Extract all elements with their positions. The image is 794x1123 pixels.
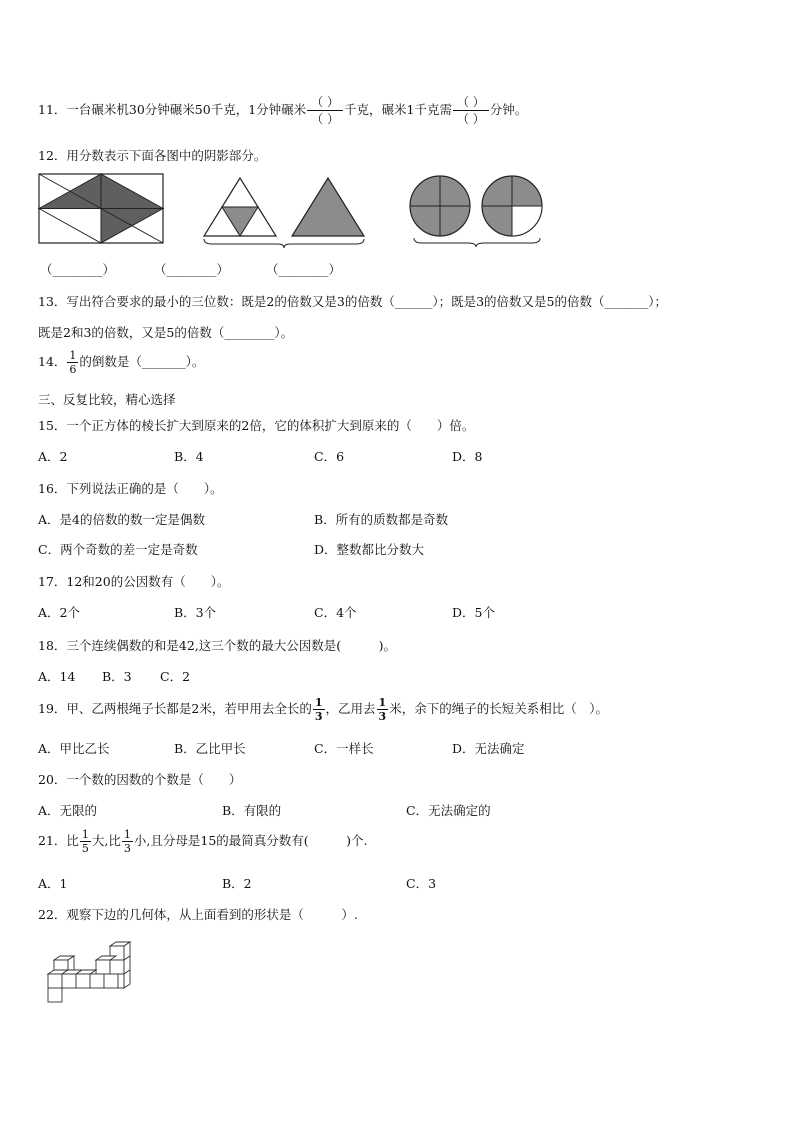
q15-option-c[interactable]: C．6 — [314, 449, 345, 464]
q11-text-2: 千克，碾米1千克需 — [344, 102, 452, 117]
q19-option-d[interactable]: D．无法确定 — [452, 741, 525, 756]
q20-option-a[interactable]: A．无限的 — [38, 803, 98, 818]
question-14: 14． $\frac{1}{6}$ 的倒数是（_______）。 — [38, 349, 205, 376]
triangle-figures — [200, 174, 368, 250]
question-21: 21．比 $\frac{1}{5}$ 大,比 $\frac{1}{3}$ 小,且分母是15的最简真分数有( )个. — [38, 828, 368, 855]
question-22: 22．观察下边的几何体，从上面看到的形状是（ ）. — [38, 907, 358, 922]
question-18: 18．三个连续偶数的和是42,这三个数的最大公因数是( )。 — [38, 638, 397, 653]
q16-option-d[interactable]: D．整数都比分数大 — [314, 542, 425, 557]
q15-option-d[interactable]: D．8 — [452, 449, 483, 464]
q16-option-b[interactable]: B．所有的质数都是奇数 — [314, 512, 449, 527]
q17-option-c[interactable]: C．4个 — [314, 605, 357, 620]
q21-fraction-2: $\frac{1}{3}$ — [123, 828, 131, 855]
q19-option-b[interactable]: B．乙比甲长 — [174, 741, 246, 756]
question-13-line-1: 13．写出符合要求的最小的三位数：既是2的倍数又是3的倍数（______）；既是3的倍数又是5的倍数（_______）； — [38, 294, 667, 309]
q16-option-a[interactable]: A．是4的倍数的数一定是偶数 — [38, 512, 205, 527]
q21-option-c[interactable]: C．3 — [406, 876, 437, 891]
q19-fraction-1: $\frac{1}{3}$ — [314, 696, 323, 723]
q18-option-b[interactable]: B．3 — [102, 669, 132, 684]
q21-fraction-1: $\frac{1}{5}$ — [81, 828, 89, 855]
q19-fraction-2: $\frac{1}{3}$ — [378, 696, 387, 723]
q15-option-b[interactable]: B．4 — [174, 449, 204, 464]
q11-text-3: 分钟。 — [489, 102, 528, 117]
q11-fraction-2: $\frac{( )}{( )}$ — [453, 94, 489, 127]
q21-option-b[interactable]: B．2 — [222, 876, 252, 891]
question-15: 15．一个正方体的棱长扩大到原来的2倍，它的体积扩大到原来的（ ）倍。 — [38, 418, 475, 433]
question-13-line-2: 既是2和3的倍数，又是5的倍数（________）。 — [38, 325, 294, 340]
q21-option-a[interactable]: A．1 — [38, 876, 68, 891]
q11-text-1: 11．一台碾米机30分钟碾米50千克，1分钟碾米 — [38, 102, 307, 117]
question-16: 16．下列说法正确的是（ ）。 — [38, 481, 223, 496]
question-19: 19．甲、乙两根绳子长都是2米，若甲用去全长的 $\frac{1}{3}$ ，乙用去 $\frac{1}{3}$ 米，余下的绳子的长短关系相比（ ）。 — [38, 696, 608, 723]
q12-answer-3[interactable]: （________） — [266, 262, 342, 277]
q16-option-c[interactable]: C．两个奇数的差一定是奇数 — [38, 542, 198, 557]
q11-fraction-1: $\frac{( )}{( )}$ — [307, 94, 343, 127]
rectangle-figure — [38, 173, 164, 245]
q12-answer-2[interactable]: （________） — [154, 262, 230, 277]
question-12: 12．用分数表示下面各图中的阴影部分。 — [38, 148, 267, 163]
q20-option-c[interactable]: C．无法确定的 — [406, 803, 491, 818]
question-11 — [38, 94, 527, 127]
q18-option-a[interactable]: A．14 — [38, 669, 76, 684]
q17-option-a[interactable]: A．2个 — [38, 605, 80, 620]
section-3-heading: 三、反复比较，精心选择 — [38, 392, 176, 407]
circle-figures — [406, 172, 548, 250]
q19-option-c[interactable]: C．一样长 — [314, 741, 374, 756]
question-20: 20．一个数的因数的个数是（ ） — [38, 772, 242, 787]
q14-fraction: $\frac{1}{6}$ — [69, 349, 77, 376]
q17-option-b[interactable]: B．3个 — [174, 605, 217, 620]
q17-option-d[interactable]: D．5个 — [452, 605, 495, 620]
q12-answer-1[interactable]: （________） — [40, 262, 116, 277]
question-17: 17．12和20的公因数有（ ）。 — [38, 574, 230, 589]
q20-option-b[interactable]: B．有限的 — [222, 803, 282, 818]
q19-option-a[interactable]: A．甲比乙长 — [38, 741, 110, 756]
q18-option-c[interactable]: C．2 — [160, 669, 191, 684]
cube-figure — [44, 940, 136, 1004]
q15-option-a[interactable]: A．2 — [38, 449, 68, 464]
